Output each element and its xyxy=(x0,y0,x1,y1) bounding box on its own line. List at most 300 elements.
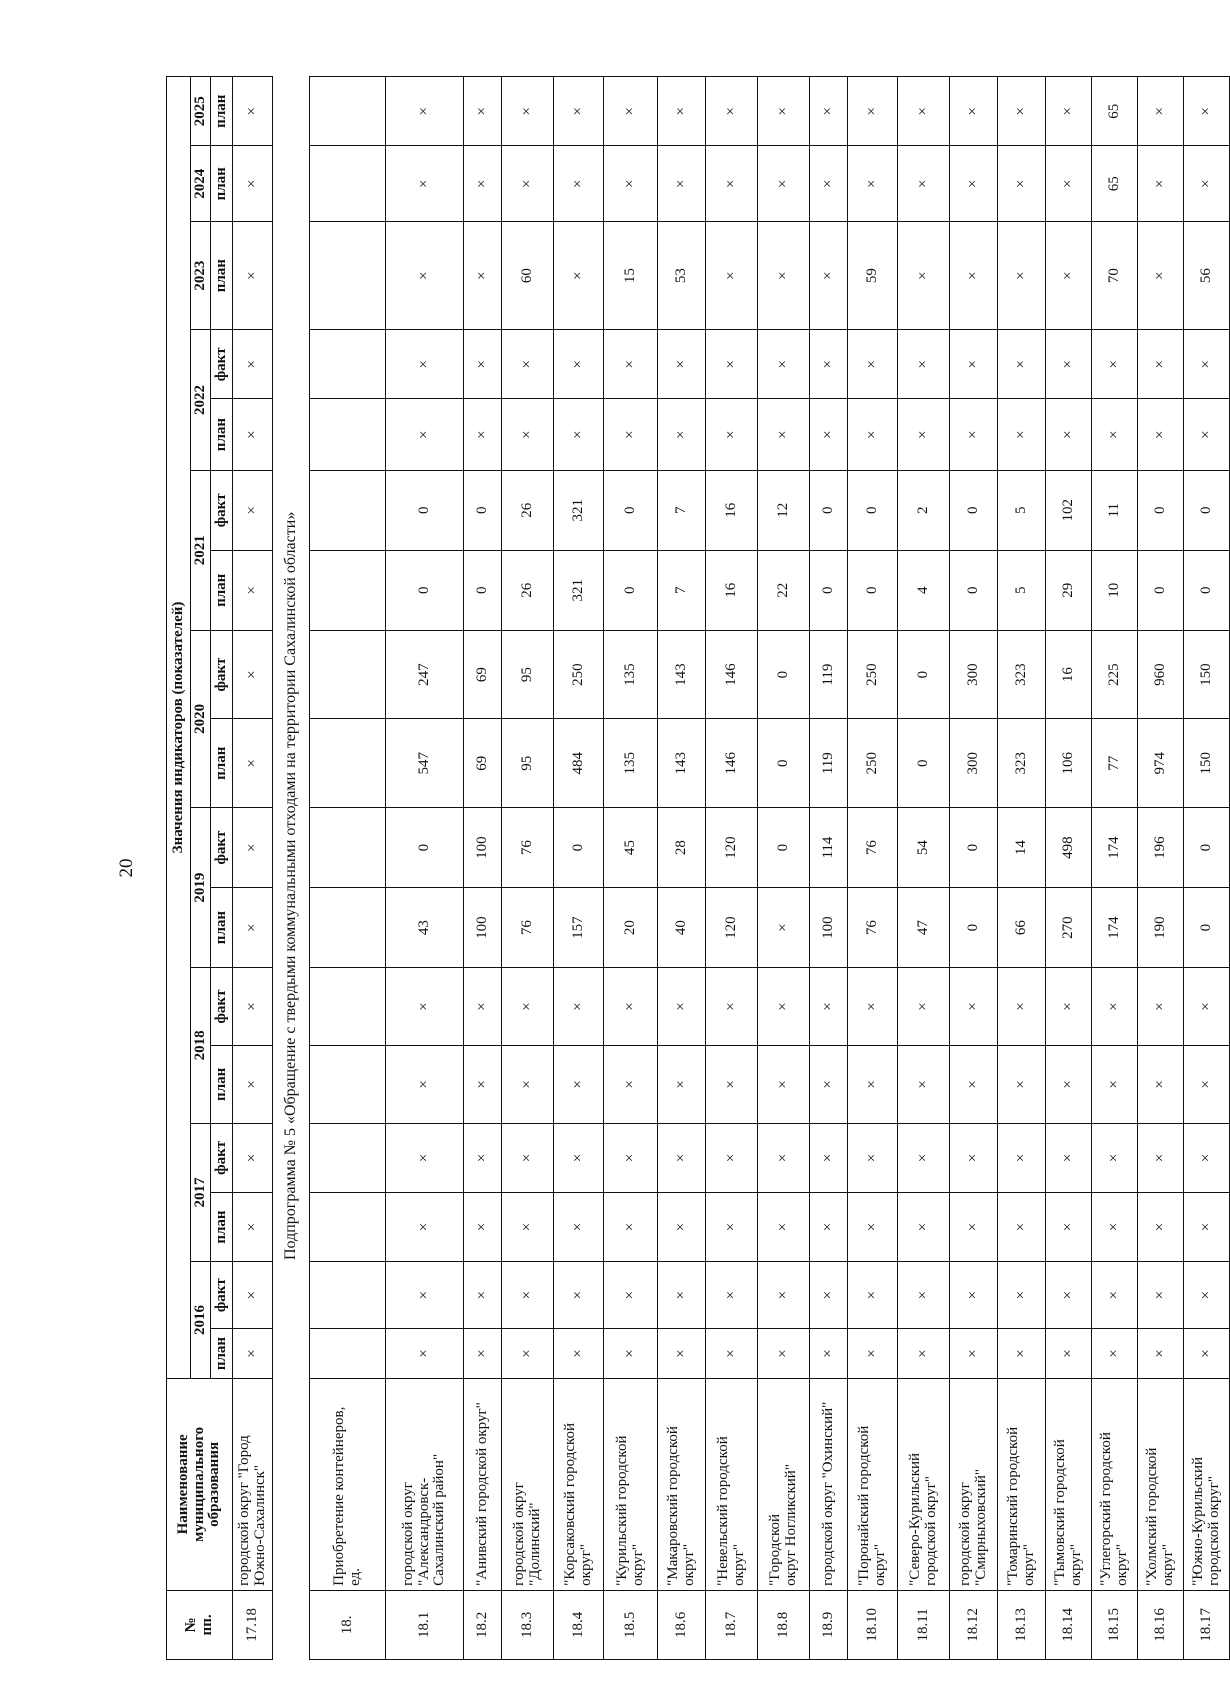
value-cell: × xyxy=(233,77,273,146)
value-cell: × xyxy=(848,399,898,470)
year-header: 2018 xyxy=(191,968,211,1124)
value-cell: × xyxy=(554,1329,604,1379)
value-cell: × xyxy=(233,1192,273,1261)
value-cell: 0 xyxy=(848,550,898,630)
value-cell: × xyxy=(1092,1192,1138,1261)
value-cell: 76 xyxy=(848,808,898,888)
value-cell: × xyxy=(950,968,998,1046)
value-cell: 65 xyxy=(1092,77,1138,146)
value-cell xyxy=(310,222,386,330)
value-cell: × xyxy=(658,1262,706,1329)
value-cell: × xyxy=(1046,1262,1092,1329)
value-cell xyxy=(310,888,386,968)
value-cell: 0 xyxy=(1184,808,1230,888)
value-cell: × xyxy=(1138,222,1184,330)
value-cell: 143 xyxy=(658,630,706,719)
value-cell: 323 xyxy=(998,630,1046,719)
value-cell: × xyxy=(706,1123,758,1192)
value-cell: × xyxy=(554,330,604,399)
value-cell: × xyxy=(1184,968,1230,1046)
value-cell: × xyxy=(950,1192,998,1261)
value-cell: 16 xyxy=(706,550,758,630)
value-cell: 69 xyxy=(464,719,502,808)
value-cell: × xyxy=(758,1329,810,1379)
value-cell: 157 xyxy=(554,888,604,968)
value-cell: × xyxy=(464,222,502,330)
value-cell: 77 xyxy=(1092,719,1138,808)
value-cell: × xyxy=(658,330,706,399)
value-cell: × xyxy=(502,1123,554,1192)
value-cell: × xyxy=(233,888,273,968)
fact-header: факт xyxy=(211,630,233,719)
value-cell: × xyxy=(1184,1045,1230,1123)
value-cell: × xyxy=(386,1123,464,1192)
year-header: 2025 xyxy=(191,77,211,146)
value-cell: 14 xyxy=(998,808,1046,888)
value-cell: 150 xyxy=(1184,719,1230,808)
value-cell: 0 xyxy=(604,470,658,550)
municipality-name: городской округ "Александровск- Сахалинский район" xyxy=(386,1378,464,1590)
value-cell: × xyxy=(233,808,273,888)
value-cell: × xyxy=(658,1192,706,1261)
value-cell: × xyxy=(1184,77,1230,146)
value-cell: × xyxy=(502,1262,554,1329)
value-cell: × xyxy=(1046,330,1092,399)
plan-header: план xyxy=(211,77,233,146)
value-cell: × xyxy=(233,630,273,719)
plan-header: план xyxy=(211,888,233,968)
value-cell: × xyxy=(1138,1045,1184,1123)
row-number: 18. xyxy=(310,1590,386,1659)
value-cell: × xyxy=(848,146,898,222)
plan-header: план xyxy=(211,146,233,222)
plan-header: план xyxy=(211,222,233,330)
value-cell: 323 xyxy=(998,719,1046,808)
plan-header: план xyxy=(211,1192,233,1261)
value-cell: 5 xyxy=(998,550,1046,630)
value-cell: × xyxy=(464,1123,502,1192)
value-cell: × xyxy=(848,968,898,1046)
value-cell: × xyxy=(233,968,273,1046)
indicators-header-table xyxy=(166,76,273,1660)
value-cell: 0 xyxy=(386,808,464,888)
value-cell: × xyxy=(502,1192,554,1261)
value-cell: × xyxy=(386,1329,464,1379)
value-cell xyxy=(310,1262,386,1329)
value-cell: 0 xyxy=(758,630,810,719)
value-cell xyxy=(310,77,386,146)
value-cell: × xyxy=(502,146,554,222)
value-cell: 114 xyxy=(810,808,848,888)
value-cell: × xyxy=(604,1192,658,1261)
value-cell: 0 xyxy=(1138,470,1184,550)
value-cell: 4 xyxy=(898,550,950,630)
value-cell: × xyxy=(998,1329,1046,1379)
value-cell: × xyxy=(604,330,658,399)
value-cell: × xyxy=(233,1329,273,1379)
value-cell: × xyxy=(502,77,554,146)
value-cell: 70 xyxy=(1092,222,1138,330)
value-cell: × xyxy=(758,222,810,330)
municipality-name: "Анивский городской округ" xyxy=(464,1378,502,1590)
value-cell: 190 xyxy=(1138,888,1184,968)
value-cell: × xyxy=(464,1192,502,1261)
value-cell: × xyxy=(386,146,464,222)
value-cell: 29 xyxy=(1046,550,1092,630)
row-number: 18.3 xyxy=(502,1590,554,1659)
value-cell: × xyxy=(898,77,950,146)
value-cell: × xyxy=(604,1262,658,1329)
fact-header: факт xyxy=(211,968,233,1046)
value-cell: × xyxy=(1138,968,1184,1046)
value-cell: 250 xyxy=(554,630,604,719)
value-cell: 0 xyxy=(950,888,998,968)
value-cell xyxy=(310,1045,386,1123)
value-cell: × xyxy=(464,146,502,222)
value-cell: 53 xyxy=(658,222,706,330)
value-cell: × xyxy=(233,146,273,222)
value-cell: 498 xyxy=(1046,808,1092,888)
value-cell: × xyxy=(1138,399,1184,470)
value-cell: × xyxy=(848,1045,898,1123)
value-cell: 146 xyxy=(706,630,758,719)
value-cell: × xyxy=(554,399,604,470)
subprogram-table xyxy=(309,76,1230,1660)
value-cell: 135 xyxy=(604,719,658,808)
value-cell: 45 xyxy=(604,808,658,888)
value-cell: × xyxy=(706,1329,758,1379)
table-row xyxy=(310,77,386,1660)
value-cell xyxy=(310,808,386,888)
value-cell: × xyxy=(758,968,810,1046)
municipality-name: "Углегорский городской округ" xyxy=(1092,1378,1138,1590)
value-cell: 300 xyxy=(950,719,998,808)
value-cell: 174 xyxy=(1092,808,1138,888)
value-cell: × xyxy=(1138,1329,1184,1379)
table-row xyxy=(950,77,998,1660)
value-cell: × xyxy=(706,330,758,399)
value-cell: × xyxy=(1046,1045,1092,1123)
value-cell: × xyxy=(233,330,273,399)
value-cell: × xyxy=(998,146,1046,222)
table-row xyxy=(898,77,950,1660)
value-cell: × xyxy=(1092,399,1138,470)
value-cell: 11 xyxy=(1092,470,1138,550)
value-cell: 15 xyxy=(604,222,658,330)
value-cell: 270 xyxy=(1046,888,1092,968)
value-cell: × xyxy=(1046,399,1092,470)
table-row xyxy=(233,77,273,1660)
value-cell: × xyxy=(386,1045,464,1123)
value-cell: 100 xyxy=(810,888,848,968)
table-row xyxy=(810,77,848,1660)
fact-header: факт xyxy=(211,470,233,550)
value-cell: × xyxy=(950,146,998,222)
value-cell: × xyxy=(554,968,604,1046)
value-cell: × xyxy=(464,77,502,146)
subprogram-title: Подпрограмма № 5 «Обращение с твердыми коммунальными отходами на территории Сахалинской области» xyxy=(282,511,299,1260)
value-cell: × xyxy=(1092,1123,1138,1192)
value-cell: × xyxy=(998,330,1046,399)
value-cell: × xyxy=(1046,77,1092,146)
year-header: 2019 xyxy=(191,808,211,968)
value-cell: × xyxy=(758,1045,810,1123)
plan-header: план xyxy=(211,1045,233,1123)
value-cell: 100 xyxy=(464,808,502,888)
value-cell: × xyxy=(810,222,848,330)
value-cell: 0 xyxy=(810,550,848,630)
value-cell: × xyxy=(810,1262,848,1329)
value-cell: 28 xyxy=(658,808,706,888)
value-cell xyxy=(310,1123,386,1192)
municipality-name: "Поронайский городской округ" xyxy=(848,1378,898,1590)
value-cell: × xyxy=(554,77,604,146)
municipality-name: "Холмский городской округ" xyxy=(1138,1378,1184,1590)
value-cell: 974 xyxy=(1138,719,1184,808)
value-cell: × xyxy=(998,1262,1046,1329)
value-cell: 54 xyxy=(898,808,950,888)
value-cell: × xyxy=(848,1192,898,1261)
value-cell: × xyxy=(898,222,950,330)
value-cell: 300 xyxy=(950,630,998,719)
value-cell: × xyxy=(998,77,1046,146)
value-cell: × xyxy=(233,222,273,330)
value-cell: 0 xyxy=(1184,888,1230,968)
value-cell: × xyxy=(502,1329,554,1379)
year-header: 2024 xyxy=(191,146,211,222)
value-cell: × xyxy=(898,1262,950,1329)
value-cell: 12 xyxy=(758,470,810,550)
value-cell: 120 xyxy=(706,808,758,888)
municipality-name: "Невельский городской округ" xyxy=(706,1378,758,1590)
value-cell: × xyxy=(1184,399,1230,470)
value-cell xyxy=(310,330,386,399)
value-cell: 0 xyxy=(758,719,810,808)
value-cell: × xyxy=(502,330,554,399)
plan-header: план xyxy=(211,1329,233,1379)
row-number: 18.16 xyxy=(1138,1590,1184,1659)
row-number: 18.7 xyxy=(706,1590,758,1659)
value-cell: 247 xyxy=(386,630,464,719)
row-number: 18.1 xyxy=(386,1590,464,1659)
value-cell: × xyxy=(950,330,998,399)
value-cell: × xyxy=(848,1123,898,1192)
value-cell: × xyxy=(464,1329,502,1379)
value-cell: × xyxy=(810,1045,848,1123)
municipality-name: "Корсаковский городской округ" xyxy=(554,1378,604,1590)
value-cell: × xyxy=(464,1045,502,1123)
value-cell: 150 xyxy=(1184,630,1230,719)
value-cell: × xyxy=(1138,1123,1184,1192)
value-cell: × xyxy=(758,1262,810,1329)
value-cell: × xyxy=(898,1123,950,1192)
value-cell: × xyxy=(950,1045,998,1123)
municipality-name: "Макаровский городской округ" xyxy=(658,1378,706,1590)
table-row xyxy=(1092,77,1138,1660)
value-cell: 196 xyxy=(1138,808,1184,888)
value-cell xyxy=(310,719,386,808)
value-cell: × xyxy=(810,968,848,1046)
fact-header: факт xyxy=(211,1262,233,1329)
value-cell: 5 xyxy=(998,470,1046,550)
table-row xyxy=(758,77,810,1660)
value-cell: 225 xyxy=(1092,630,1138,719)
municipality-name: городской округ "Смирныховский" xyxy=(950,1378,998,1590)
value-cell: 95 xyxy=(502,630,554,719)
municipality-name: "Южно-Курильский городской округ" xyxy=(1184,1378,1230,1590)
rotated-page xyxy=(112,76,1222,1660)
value-cell: × xyxy=(706,146,758,222)
value-cell: × xyxy=(810,146,848,222)
value-cell: 56 xyxy=(1184,222,1230,330)
value-cell: × xyxy=(950,1262,998,1329)
value-cell: × xyxy=(1138,330,1184,399)
value-cell: 0 xyxy=(464,470,502,550)
value-cell: × xyxy=(810,77,848,146)
table-row xyxy=(464,77,502,1660)
row-number: 18.2 xyxy=(464,1590,502,1659)
row-number: 18.14 xyxy=(1046,1590,1092,1659)
value-cell: × xyxy=(706,222,758,330)
table-row xyxy=(848,77,898,1660)
value-cell: 20 xyxy=(604,888,658,968)
value-cell: × xyxy=(1046,1192,1092,1261)
page-number: 20 xyxy=(116,858,137,878)
value-cell: × xyxy=(758,330,810,399)
value-cell: × xyxy=(604,77,658,146)
value-cell: × xyxy=(1184,1329,1230,1379)
col-values-header: Значения индикаторов (показателей) xyxy=(167,77,191,1379)
value-cell: × xyxy=(386,1262,464,1329)
value-cell: × xyxy=(233,1123,273,1192)
fact-header: факт xyxy=(211,1123,233,1192)
value-cell: 119 xyxy=(810,630,848,719)
value-cell: × xyxy=(386,330,464,399)
value-cell: 0 xyxy=(464,550,502,630)
value-cell: × xyxy=(464,1262,502,1329)
value-cell: × xyxy=(658,399,706,470)
table-row xyxy=(604,77,658,1660)
value-cell: × xyxy=(386,222,464,330)
value-cell: × xyxy=(658,146,706,222)
value-cell: × xyxy=(810,1329,848,1379)
value-cell: 7 xyxy=(658,550,706,630)
value-cell: 0 xyxy=(898,630,950,719)
value-cell: × xyxy=(233,470,273,550)
value-cell: 95 xyxy=(502,719,554,808)
value-cell: × xyxy=(464,399,502,470)
value-cell: × xyxy=(758,1192,810,1261)
value-cell: × xyxy=(464,330,502,399)
value-cell xyxy=(310,550,386,630)
value-cell: × xyxy=(998,1045,1046,1123)
value-cell: × xyxy=(810,399,848,470)
value-cell: × xyxy=(758,399,810,470)
value-cell: × xyxy=(1092,330,1138,399)
municipality-name: Приобретение контейнеров, ед. xyxy=(310,1378,386,1590)
value-cell: × xyxy=(233,1262,273,1329)
value-cell: 174 xyxy=(1092,888,1138,968)
value-cell: × xyxy=(898,1192,950,1261)
municipality-name: "Курильский городской округ" xyxy=(604,1378,658,1590)
value-cell: × xyxy=(1046,1329,1092,1379)
value-cell: 547 xyxy=(386,719,464,808)
value-cell: × xyxy=(554,1123,604,1192)
year-header: 2023 xyxy=(191,222,211,330)
col-num-header: № пп. xyxy=(167,1590,233,1659)
value-cell: × xyxy=(848,330,898,399)
value-cell: × xyxy=(1092,968,1138,1046)
value-cell: × xyxy=(848,1329,898,1379)
value-cell: 47 xyxy=(898,888,950,968)
year-header: 2016 xyxy=(191,1262,211,1379)
value-cell: × xyxy=(810,1192,848,1261)
value-cell: 10 xyxy=(1092,550,1138,630)
year-header: 2022 xyxy=(191,330,211,471)
value-cell: 76 xyxy=(848,888,898,968)
value-cell: × xyxy=(604,1329,658,1379)
value-cell: × xyxy=(898,146,950,222)
value-cell: × xyxy=(950,222,998,330)
value-cell: × xyxy=(810,330,848,399)
fact-header: факт xyxy=(211,808,233,888)
value-cell: 0 xyxy=(950,470,998,550)
value-cell: × xyxy=(386,1192,464,1261)
value-cell: × xyxy=(658,1329,706,1379)
value-cell: × xyxy=(386,77,464,146)
plan-header: план xyxy=(211,719,233,808)
value-cell: 0 xyxy=(386,470,464,550)
value-cell: × xyxy=(1138,146,1184,222)
value-cell: × xyxy=(554,1045,604,1123)
value-cell: × xyxy=(1184,1192,1230,1261)
value-cell: 16 xyxy=(706,470,758,550)
value-cell: 2 xyxy=(898,470,950,550)
value-cell: 0 xyxy=(848,470,898,550)
value-cell: 0 xyxy=(604,550,658,630)
value-cell: 0 xyxy=(950,808,998,888)
value-cell: 102 xyxy=(1046,470,1092,550)
value-cell: 43 xyxy=(386,888,464,968)
value-cell: × xyxy=(706,77,758,146)
value-cell: 60 xyxy=(502,222,554,330)
value-cell: × xyxy=(848,77,898,146)
value-cell xyxy=(310,146,386,222)
value-cell: × xyxy=(1184,330,1230,399)
value-cell: × xyxy=(1138,77,1184,146)
value-cell: × xyxy=(758,1123,810,1192)
value-cell: × xyxy=(604,968,658,1046)
value-cell: × xyxy=(706,399,758,470)
value-cell: × xyxy=(502,968,554,1046)
value-cell: × xyxy=(950,1329,998,1379)
value-cell: × xyxy=(658,1123,706,1192)
value-cell: × xyxy=(604,146,658,222)
value-cell: 26 xyxy=(502,550,554,630)
row-number: 17.18 xyxy=(233,1590,273,1659)
row-number: 18.8 xyxy=(758,1590,810,1659)
value-cell: × xyxy=(706,968,758,1046)
value-cell: × xyxy=(1092,1262,1138,1329)
plan-header: план xyxy=(211,399,233,470)
row-number: 18.12 xyxy=(950,1590,998,1659)
municipality-name: "Городской округ Ногликский" xyxy=(758,1378,810,1590)
value-cell: 0 xyxy=(1138,550,1184,630)
municipality-name: "Томаринский городской округ" xyxy=(998,1378,1046,1590)
value-cell: 0 xyxy=(554,808,604,888)
value-cell: 106 xyxy=(1046,719,1092,808)
value-cell: 120 xyxy=(706,888,758,968)
